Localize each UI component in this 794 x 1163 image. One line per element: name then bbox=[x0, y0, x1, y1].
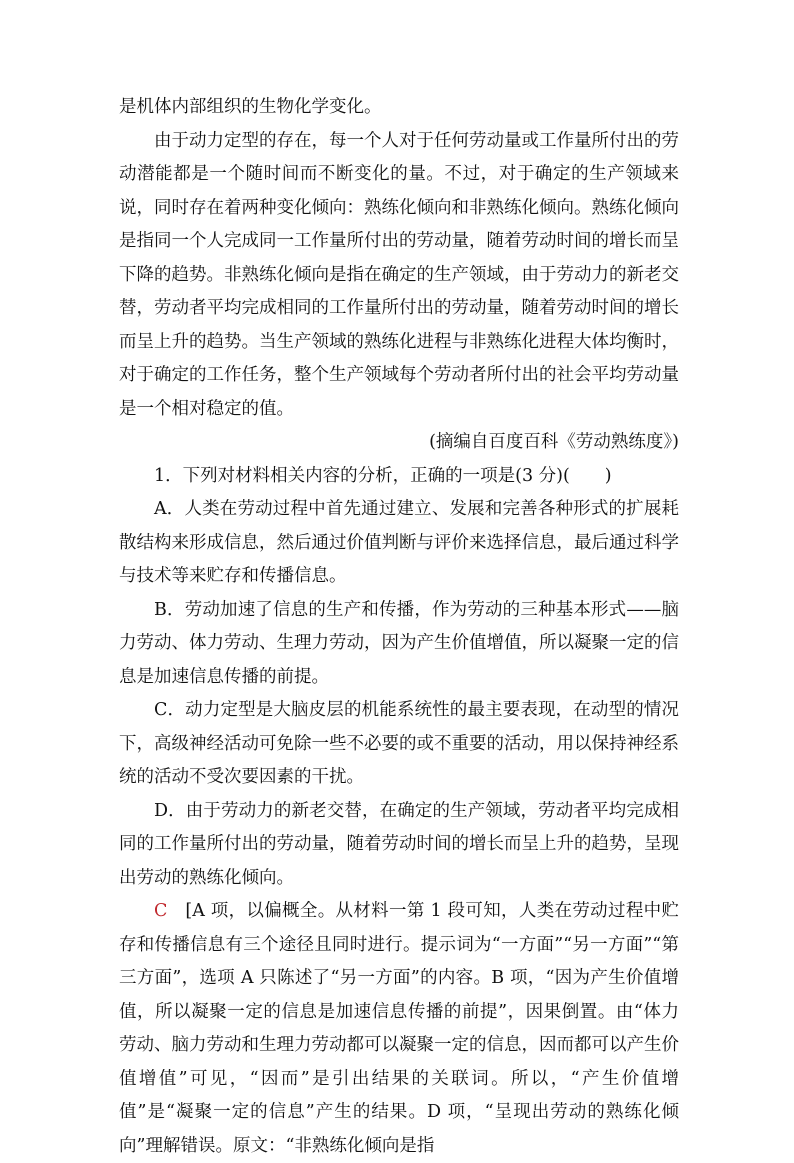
source-citation: (摘编自百度百科《劳动熟练度》) bbox=[429, 432, 679, 452]
question-stem: 1．下列对材料相关内容的分析，正确的一项是(3 分)( ) bbox=[154, 465, 612, 486]
option-c: C．动力定型是大脑皮层的机能系统性的最主要表现，在动型的情况下，高级神经活动可免除一些不必要的或不重要的活动，用以保持神经系统的活动不受次要因素的干扰。 bbox=[119, 700, 679, 787]
option-b: B．劳动加速了信息的生产和传播，作为劳动的三种基本形式——脑力劳动、体力劳动、生理力劳动，因为产生价值增值，所以凝聚一定的信息是加速信息传播的前提。 bbox=[119, 599, 679, 687]
option-a: A．人类在劳动过程中首先通过建立、发展和完善各种形式的扩展耗散结构来形成信息，然后通过价值判断与评价来选择信息，最后通过科学与技术等来贮存和传播信息。 bbox=[119, 499, 679, 586]
answer-explanation-text: [A 项，以偏概全。从材料一第 1 段可知，人类在劳动过程中贮存和传播信息有三个途径且同时进行。提示词为“一方面”“另一方面”“第三方面”，选项 A 只陈述了“另一方面”的内容。B 项，“因为产生价值增值，所以凝聚一定的信息是加速信息传播的前提”，因果倒置。由“体力劳动、脑力劳动和生理力劳动都可以凝聚一定的信息，因而都可以产生价值增值”可见，“因而”是引出结果的关联词。所以，“产生价值增值”是“凝聚一定的信息”产生的结果。D 项，“呈现出劳动的熟练化倾向”理解错误。原文：“非熟练化倾向是指 bbox=[119, 901, 679, 1156]
answer-letter: C bbox=[154, 901, 168, 921]
option-d: D．由于劳动力的新老交替，在确定的生产领域，劳动者平均完成相同的工作量所付出的劳动量，随着劳动时间的增长而呈上升的趋势，呈现出劳动的熟练化倾向。 bbox=[119, 800, 679, 888]
paragraph-dynamic-stereotype: 由于动力定型的存在，每一个人对于任何劳动量或工作量所付出的劳动潜能都是一个随时间而不断变化的量。不过，对于确定的生产领域来说，同时存在着两种变化倾向：熟练化倾向和非熟练化倾向。熟练化倾向是指同一个人完成同一工作量所付出的劳动量，随着劳动时间的增长而呈下降的趋势。非熟练化倾向是指在确定的生产领域，由于劳动力的新老交替，劳动者平均完成相同的工作量所付出的劳动量，随着劳动时间的增长而呈上升的趋势。当生产领域的熟练化进程与非熟练化进程大体均衡时，对于确定的工作任务，整个生产领域每个劳动者所付出的社会平均劳动量是一个相对稳定的值。 bbox=[119, 130, 679, 419]
document-body bbox=[119, 91, 679, 1163]
paragraph-continuation: 是机体内部组织的生物化学变化。 bbox=[119, 97, 382, 117]
